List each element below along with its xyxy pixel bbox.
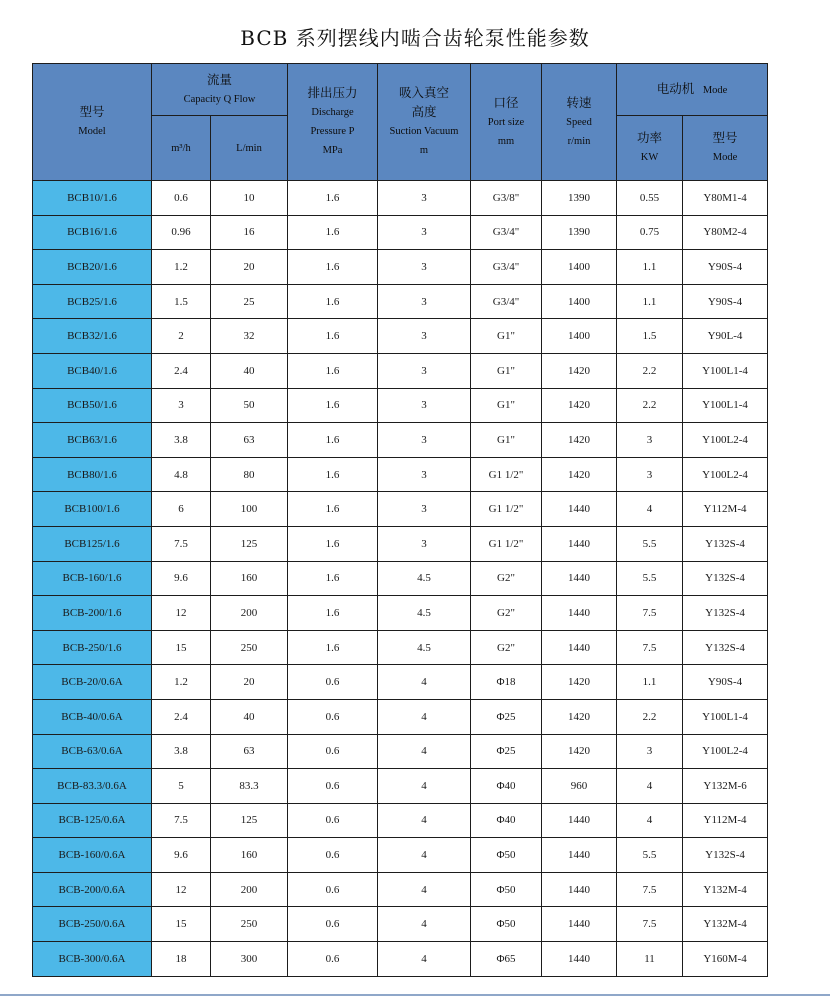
speed-cell: 1440 — [542, 803, 617, 838]
suction-cell: 3 — [378, 181, 471, 216]
suction-cell: 4 — [378, 942, 471, 977]
pressure-cell: 1.6 — [288, 353, 378, 388]
power-cell: 7.5 — [617, 907, 683, 942]
suction-cell: 4 — [378, 665, 471, 700]
power-cell: 0.55 — [617, 181, 683, 216]
model-cell: BCB80/1.6 — [33, 457, 152, 492]
flow-lmin-cell: 40 — [211, 353, 288, 388]
motor-model-cell: Y100L1-4 — [683, 388, 768, 423]
speed-cell: 1420 — [542, 353, 617, 388]
power-cell: 4 — [617, 803, 683, 838]
power-cell: 1.1 — [617, 665, 683, 700]
motor-model-cell: Y100L2-4 — [683, 423, 768, 458]
speed-cell: 1420 — [542, 734, 617, 769]
pressure-cell: 1.6 — [288, 457, 378, 492]
port-cell: Φ40 — [471, 803, 542, 838]
flow-lmin-cell: 80 — [211, 457, 288, 492]
table-row — [33, 907, 768, 942]
power-cell: 4 — [617, 769, 683, 804]
speed-cell: 1400 — [542, 319, 617, 354]
speed-cell: 1390 — [542, 215, 617, 250]
power-cell: 2.2 — [617, 388, 683, 423]
flow-lmin-cell: 125 — [211, 526, 288, 561]
table-row — [33, 215, 768, 250]
header-flow: 流量 Capacity Q Flow — [152, 64, 288, 116]
header-motor-model: 型号 Mode — [683, 116, 768, 181]
port-cell: G2" — [471, 596, 542, 631]
motor-model-cell: Y90S-4 — [683, 250, 768, 285]
pressure-cell: 1.6 — [288, 630, 378, 665]
flow-m3h-cell: 9.6 — [152, 838, 211, 873]
pressure-cell: 1.6 — [288, 561, 378, 596]
model-cell: BCB-300/0.6A — [33, 942, 152, 977]
power-cell: 4 — [617, 492, 683, 527]
flow-lmin-cell: 25 — [211, 284, 288, 319]
power-cell: 3 — [617, 734, 683, 769]
motor-model-cell: Y132S-4 — [683, 561, 768, 596]
flow-m3h-cell: 2.4 — [152, 699, 211, 734]
power-cell: 2.2 — [617, 353, 683, 388]
port-cell: Φ50 — [471, 907, 542, 942]
flow-m3h-cell: 1.2 — [152, 250, 211, 285]
pressure-cell: 0.6 — [288, 769, 378, 804]
pressure-cell: 1.6 — [288, 492, 378, 527]
speed-cell: 1440 — [542, 492, 617, 527]
model-cell: BCB32/1.6 — [33, 319, 152, 354]
suction-cell: 4 — [378, 872, 471, 907]
speed-cell: 1420 — [542, 423, 617, 458]
motor-model-cell: Y100L1-4 — [683, 699, 768, 734]
flow-lmin-cell: 250 — [211, 630, 288, 665]
suction-cell: 3 — [378, 526, 471, 561]
header-pressure: 排出压力 Discharge Pressure P MPa — [288, 64, 378, 181]
power-cell: 11 — [617, 942, 683, 977]
port-cell: Φ25 — [471, 734, 542, 769]
speed-cell: 1420 — [542, 699, 617, 734]
model-cell: BCB50/1.6 — [33, 388, 152, 423]
model-cell: BCB20/1.6 — [33, 250, 152, 285]
port-cell: G1" — [471, 423, 542, 458]
motor-model-cell: Y90L-4 — [683, 319, 768, 354]
flow-lmin-cell: 10 — [211, 181, 288, 216]
model-cell: BCB40/1.6 — [33, 353, 152, 388]
pressure-cell: 0.6 — [288, 665, 378, 700]
header-flow-lmin: L/min — [211, 116, 288, 181]
power-cell: 5.5 — [617, 526, 683, 561]
power-cell: 1.1 — [617, 284, 683, 319]
header-flow-m3h: m³/h — [152, 116, 211, 181]
motor-model-cell: Y132M-4 — [683, 872, 768, 907]
power-cell: 2.2 — [617, 699, 683, 734]
port-cell: Φ18 — [471, 665, 542, 700]
flow-m3h-cell: 2 — [152, 319, 211, 354]
suction-cell: 3 — [378, 284, 471, 319]
pressure-cell: 0.6 — [288, 907, 378, 942]
port-cell: G2" — [471, 630, 542, 665]
pressure-cell: 0.6 — [288, 942, 378, 977]
motor-model-cell: Y80M1-4 — [683, 181, 768, 216]
port-cell: G1" — [471, 388, 542, 423]
flow-lmin-cell: 160 — [211, 838, 288, 873]
port-cell: G1 1/2" — [471, 492, 542, 527]
table-row — [33, 872, 768, 907]
model-cell: BCB-250/0.6A — [33, 907, 152, 942]
port-cell: G1" — [471, 319, 542, 354]
speed-cell: 1390 — [542, 181, 617, 216]
power-cell: 7.5 — [617, 596, 683, 631]
speed-cell: 1440 — [542, 596, 617, 631]
table-row — [33, 561, 768, 596]
suction-cell: 3 — [378, 215, 471, 250]
table-row — [33, 181, 768, 216]
table-row — [33, 353, 768, 388]
flow-lmin-cell: 20 — [211, 665, 288, 700]
suction-cell: 3 — [378, 457, 471, 492]
flow-lmin-cell: 125 — [211, 803, 288, 838]
flow-m3h-cell: 1.5 — [152, 284, 211, 319]
model-cell: BCB16/1.6 — [33, 215, 152, 250]
port-cell: G3/4" — [471, 215, 542, 250]
motor-model-cell: Y160M-4 — [683, 942, 768, 977]
model-cell: BCB-200/1.6 — [33, 596, 152, 631]
motor-model-cell: Y112M-4 — [683, 803, 768, 838]
suction-cell: 4.5 — [378, 561, 471, 596]
speed-cell: 1440 — [542, 872, 617, 907]
flow-lmin-cell: 32 — [211, 319, 288, 354]
table-row — [33, 665, 768, 700]
flow-m3h-cell: 7.5 — [152, 526, 211, 561]
flow-lmin-cell: 250 — [211, 907, 288, 942]
flow-m3h-cell: 15 — [152, 907, 211, 942]
pressure-cell: 0.6 — [288, 803, 378, 838]
model-cell: BCB-20/0.6A — [33, 665, 152, 700]
table-row — [33, 319, 768, 354]
flow-m3h-cell: 3.8 — [152, 423, 211, 458]
suction-cell: 4 — [378, 803, 471, 838]
suction-cell: 3 — [378, 388, 471, 423]
header-port: 口径 Port size mm — [471, 64, 542, 181]
suction-cell: 4 — [378, 907, 471, 942]
flow-m3h-cell: 12 — [152, 596, 211, 631]
table-row — [33, 734, 768, 769]
bottom-divider — [0, 994, 830, 996]
motor-model-cell: Y132S-4 — [683, 630, 768, 665]
pressure-cell: 1.6 — [288, 526, 378, 561]
power-cell: 1.1 — [617, 250, 683, 285]
power-cell: 5.5 — [617, 838, 683, 873]
pressure-cell: 1.6 — [288, 284, 378, 319]
suction-cell: 4.5 — [378, 596, 471, 631]
model-cell: BCB100/1.6 — [33, 492, 152, 527]
pump-spec-table — [32, 63, 768, 977]
table-row — [33, 803, 768, 838]
flow-m3h-cell: 0.96 — [152, 215, 211, 250]
pressure-cell: 1.6 — [288, 596, 378, 631]
flow-lmin-cell: 200 — [211, 872, 288, 907]
flow-m3h-cell: 0.6 — [152, 181, 211, 216]
port-cell: Φ50 — [471, 838, 542, 873]
flow-m3h-cell: 3.8 — [152, 734, 211, 769]
flow-lmin-cell: 100 — [211, 492, 288, 527]
suction-cell: 3 — [378, 423, 471, 458]
port-cell: Φ25 — [471, 699, 542, 734]
flow-m3h-cell: 3 — [152, 388, 211, 423]
motor-model-cell: Y80M2-4 — [683, 215, 768, 250]
model-cell: BCB10/1.6 — [33, 181, 152, 216]
table-row — [33, 596, 768, 631]
model-cell: BCB63/1.6 — [33, 423, 152, 458]
suction-cell: 3 — [378, 353, 471, 388]
flow-m3h-cell: 5 — [152, 769, 211, 804]
port-cell: G2" — [471, 561, 542, 596]
power-cell: 3 — [617, 457, 683, 492]
power-cell: 1.5 — [617, 319, 683, 354]
motor-model-cell: Y132S-4 — [683, 526, 768, 561]
flow-lmin-cell: 63 — [211, 734, 288, 769]
model-cell: BCB-160/1.6 — [33, 561, 152, 596]
speed-cell: 1420 — [542, 388, 617, 423]
power-cell: 7.5 — [617, 630, 683, 665]
pressure-cell: 1.6 — [288, 319, 378, 354]
suction-cell: 4 — [378, 699, 471, 734]
model-cell: BCB-83.3/0.6A — [33, 769, 152, 804]
table-row — [33, 838, 768, 873]
table-row — [33, 769, 768, 804]
pressure-cell: 1.6 — [288, 388, 378, 423]
port-cell: G1 1/2" — [471, 526, 542, 561]
header-model: 型号 Model — [33, 64, 152, 181]
table-row — [33, 699, 768, 734]
motor-model-cell: Y90S-4 — [683, 284, 768, 319]
pressure-cell: 1.6 — [288, 423, 378, 458]
motor-model-cell: Y132M-6 — [683, 769, 768, 804]
motor-model-cell: Y132M-4 — [683, 907, 768, 942]
motor-model-cell: Y100L2-4 — [683, 734, 768, 769]
port-cell: G1 1/2" — [471, 457, 542, 492]
flow-m3h-cell: 18 — [152, 942, 211, 977]
table-row — [33, 250, 768, 285]
flow-m3h-cell: 2.4 — [152, 353, 211, 388]
table-row — [33, 423, 768, 458]
table-row — [33, 942, 768, 977]
speed-cell: 1400 — [542, 284, 617, 319]
suction-cell: 3 — [378, 319, 471, 354]
port-cell: G3/4" — [471, 284, 542, 319]
flow-m3h-cell: 7.5 — [152, 803, 211, 838]
table-row — [33, 457, 768, 492]
speed-cell: 1420 — [542, 457, 617, 492]
flow-lmin-cell: 20 — [211, 250, 288, 285]
model-cell: BCB-250/1.6 — [33, 630, 152, 665]
table-row — [33, 492, 768, 527]
model-cell: BCB-160/0.6A — [33, 838, 152, 873]
header-speed: 转速 Speed r/min — [542, 64, 617, 181]
speed-cell: 960 — [542, 769, 617, 804]
power-cell: 5.5 — [617, 561, 683, 596]
motor-model-cell: Y100L1-4 — [683, 353, 768, 388]
port-cell: Φ65 — [471, 942, 542, 977]
model-cell: BCB-200/0.6A — [33, 872, 152, 907]
power-cell: 3 — [617, 423, 683, 458]
flow-m3h-cell: 9.6 — [152, 561, 211, 596]
power-cell: 0.75 — [617, 215, 683, 250]
flow-m3h-cell: 6 — [152, 492, 211, 527]
suction-cell: 4.5 — [378, 630, 471, 665]
port-cell: G1" — [471, 353, 542, 388]
motor-model-cell: Y132S-4 — [683, 838, 768, 873]
flow-lmin-cell: 83.3 — [211, 769, 288, 804]
flow-lmin-cell: 300 — [211, 942, 288, 977]
model-cell: BCB25/1.6 — [33, 284, 152, 319]
model-cell: BCB-125/0.6A — [33, 803, 152, 838]
model-cell: BCB-40/0.6A — [33, 699, 152, 734]
flow-m3h-cell: 4.8 — [152, 457, 211, 492]
table-row — [33, 388, 768, 423]
power-cell: 7.5 — [617, 872, 683, 907]
header-suction: 吸入真空 高度 Suction Vacuum m — [378, 64, 471, 181]
pressure-cell: 0.6 — [288, 699, 378, 734]
pressure-cell: 1.6 — [288, 250, 378, 285]
flow-m3h-cell: 15 — [152, 630, 211, 665]
motor-model-cell: Y132S-4 — [683, 596, 768, 631]
model-cell: BCB125/1.6 — [33, 526, 152, 561]
motor-model-cell: Y90S-4 — [683, 665, 768, 700]
speed-cell: 1440 — [542, 942, 617, 977]
speed-cell: 1440 — [542, 526, 617, 561]
speed-cell: 1440 — [542, 907, 617, 942]
flow-lmin-cell: 16 — [211, 215, 288, 250]
header-motor: 电动机 Mode — [617, 64, 768, 116]
pressure-cell: 0.6 — [288, 838, 378, 873]
table-body — [33, 181, 768, 977]
speed-cell: 1440 — [542, 630, 617, 665]
suction-cell: 3 — [378, 492, 471, 527]
suction-cell: 4 — [378, 734, 471, 769]
pressure-cell: 1.6 — [288, 181, 378, 216]
flow-lmin-cell: 200 — [211, 596, 288, 631]
port-cell: G3/4" — [471, 250, 542, 285]
table-row — [33, 284, 768, 319]
motor-model-cell: Y100L2-4 — [683, 457, 768, 492]
page-title: BCB 系列摆线内啮合齿轮泵性能参数 — [240, 26, 590, 50]
flow-m3h-cell: 12 — [152, 872, 211, 907]
flow-lmin-cell: 160 — [211, 561, 288, 596]
speed-cell: 1400 — [542, 250, 617, 285]
speed-cell: 1420 — [542, 665, 617, 700]
pressure-cell: 1.6 — [288, 215, 378, 250]
table-row — [33, 630, 768, 665]
port-cell: Φ40 — [471, 769, 542, 804]
table-row — [33, 526, 768, 561]
suction-cell: 3 — [378, 250, 471, 285]
flow-lmin-cell: 50 — [211, 388, 288, 423]
port-cell: G3/8" — [471, 181, 542, 216]
motor-model-cell: Y112M-4 — [683, 492, 768, 527]
flow-m3h-cell: 1.2 — [152, 665, 211, 700]
pressure-cell: 0.6 — [288, 734, 378, 769]
flow-lmin-cell: 40 — [211, 699, 288, 734]
port-cell: Φ50 — [471, 872, 542, 907]
header-power: 功率 KW — [617, 116, 683, 181]
speed-cell: 1440 — [542, 838, 617, 873]
pressure-cell: 0.6 — [288, 872, 378, 907]
model-cell: BCB-63/0.6A — [33, 734, 152, 769]
speed-cell: 1440 — [542, 561, 617, 596]
flow-lmin-cell: 63 — [211, 423, 288, 458]
suction-cell: 4 — [378, 838, 471, 873]
suction-cell: 4 — [378, 769, 471, 804]
